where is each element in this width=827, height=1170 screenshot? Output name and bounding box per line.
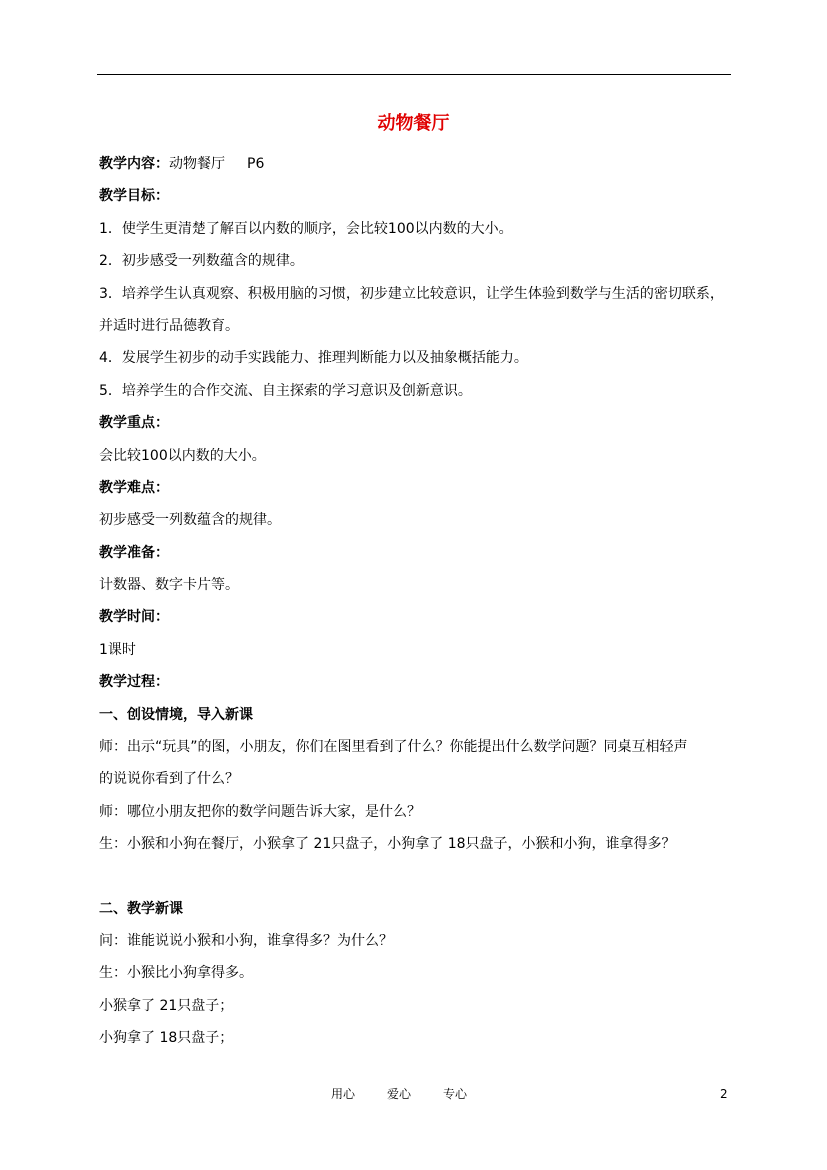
difficulties-heading: 教学难点： (99, 479, 169, 496)
key-points-text: 会比较100以内数的大小。 (99, 447, 266, 464)
preparation-heading: 教学准备： (99, 544, 169, 561)
content-line (99, 148, 731, 180)
student-line-2: 生：小猴比小狗拿得多。 (99, 965, 253, 982)
document-title: 动物餐厅 (377, 113, 450, 134)
goals-heading: 教学目标： (99, 188, 169, 205)
difficulties-text: 初步感受一列数蕴含的规律。 (99, 512, 281, 529)
document-body (99, 148, 731, 1055)
footer-word-1: 用心 (331, 1087, 356, 1101)
header-rule (97, 74, 731, 75)
goal-1: 1．使学生更清楚了解百以内数的顺序，会比较100以内数的大小。 (99, 220, 513, 237)
section-1-heading: 一、创设情境，导入新课 (99, 706, 253, 723)
teacher-line-2: 师：哪位小朋友把你的数学问题告诉大家，是什么？ (99, 803, 421, 820)
student-line-1: 生：小猴和小狗在餐厅，小猴拿了 21只盘子，小狗拿了 18只盘子，小猴和小狗，谁拿得多？ (99, 836, 676, 853)
footer-word-3: 专心 (443, 1087, 468, 1101)
goal-3-line-2: 并适时进行品德教育。 (99, 317, 239, 334)
time-text: 1课时 (99, 641, 136, 658)
goal-5: 5．培养学生的合作交流、自主探索的学习意识及创新意识。 (99, 382, 472, 399)
content-value: 动物餐厅 (169, 156, 225, 172)
teacher-line-1a: 师：出示“玩具”的图，小朋友，你们在图里看到了什么？你能提出什么数学问题？同桌互相轻声 (99, 739, 688, 756)
goal-4: 4．发展学生初步的动手实践能力、推理判断能力以及抽象概括能力。 (99, 350, 528, 367)
body-line-1: 小猴拿了 21只盘子； (99, 997, 234, 1014)
content-label: 教学内容： (99, 156, 169, 172)
body-line-2: 小狗拿了 18只盘子； (99, 1030, 234, 1047)
footer-word-2: 爱心 (387, 1087, 412, 1101)
key-points-heading: 教学重点： (99, 415, 169, 432)
process-heading: 教学过程： (99, 674, 169, 691)
time-heading: 教学时间： (99, 609, 169, 626)
preparation-text: 计数器、数字卡片等。 (99, 577, 239, 594)
teacher-line-1b: 的说说你看到了什么？ (99, 771, 239, 788)
content-page: P6 (247, 156, 265, 172)
section-2-heading: 二、教学新课 (99, 900, 183, 917)
page-footer (0, 1085, 827, 1103)
page-number: 2 (720, 1087, 728, 1101)
goal-2: 2．初步感受一列数蕴含的规律。 (99, 253, 304, 270)
goal-3-line-1: 3．培养学生认真观察、积极用脑的习惯，初步建立比较意识，让学生体验到数学与生活的密切联系， (99, 285, 724, 302)
question-line-1: 问：谁能说说小猴和小狗，谁拿得多？为什么？ (99, 932, 393, 949)
